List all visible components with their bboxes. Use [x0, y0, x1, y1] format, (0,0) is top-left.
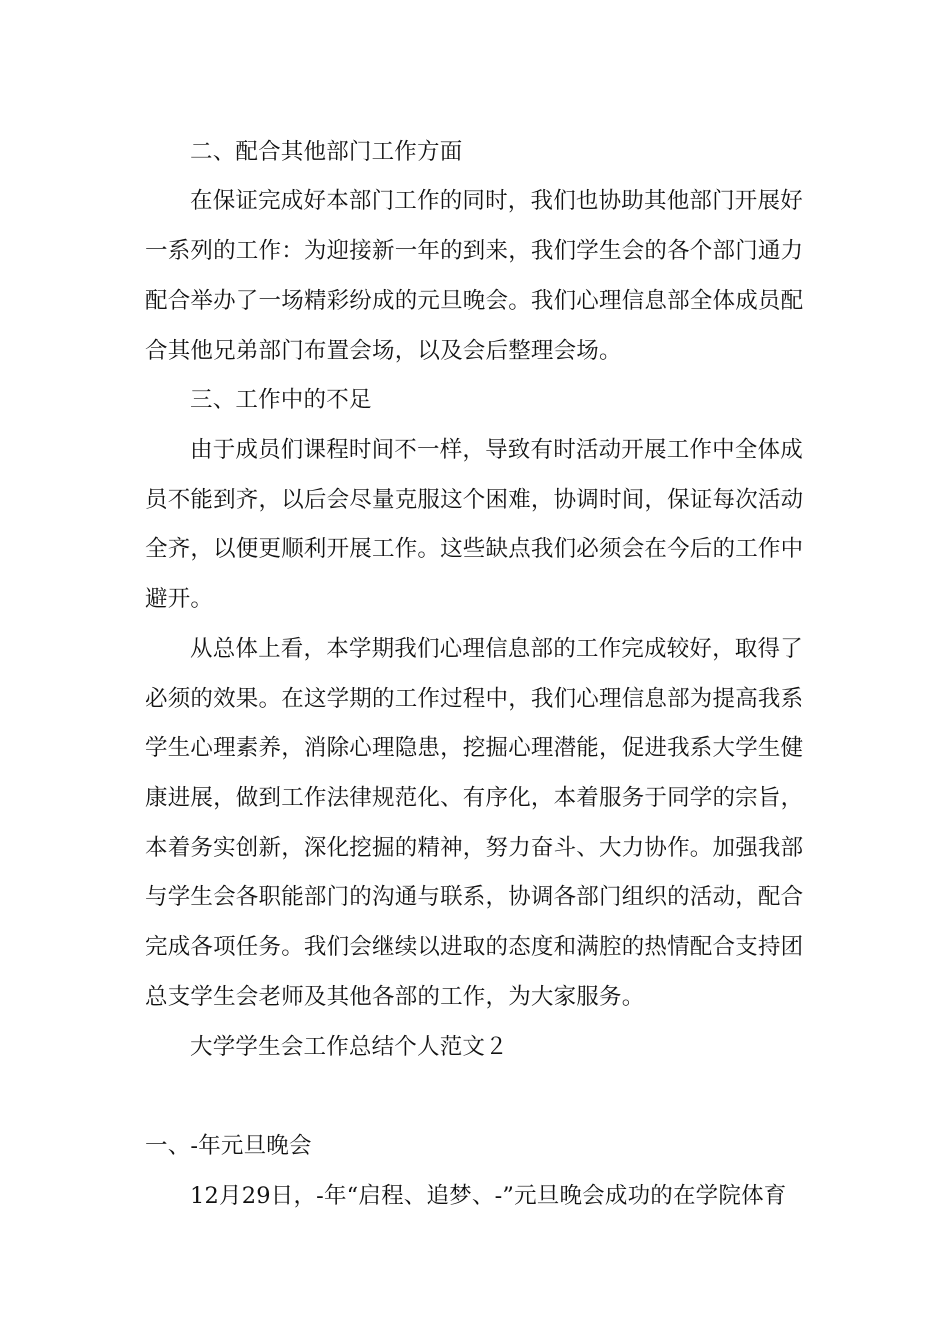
paragraph-line: 配合举办了一场精彩纷成的元旦晚会。我们心理信息部全体成员配 — [145, 288, 804, 314]
paragraph-line: 避开。 — [145, 586, 214, 612]
paragraph-line: 与学生会各职能部门的沟通与联系，协调各部门组织的活动，配合 — [145, 884, 804, 910]
section-heading-cooperation: 二、配合其他部门工作方面 — [190, 139, 463, 165]
paragraph-line: 在保证完成好本部门工作的同时，我们也协助其他部门开展好 — [190, 188, 803, 214]
paragraph-line: 从总体上看，本学期我们心理信息部的工作完成较好，取得了 — [190, 636, 803, 662]
document-title: 大学学生会工作总结个人范文２ — [190, 1034, 508, 1060]
paragraph-line: 必须的效果。在这学期的工作过程中，我们心理信息部为提高我系 — [145, 686, 804, 712]
paragraph-line: 完成各项任务。我们会继续以进取的态度和满腔的热情配合支持团 — [145, 934, 804, 960]
paragraph-line: 总支学生会老师及其他各部的工作，为大家服务。 — [145, 984, 645, 1010]
paragraph-line: 学生心理素养，消除心理隐患，挖掘心理潜能，促进我系大学生健 — [145, 735, 804, 761]
paragraph-line: 康进展，做到工作法律规范化、有序化，本着服务于同学的宗旨， — [145, 785, 804, 811]
paragraph-line: 员不能到齐，以后会尽量克服这个困难，协调时间，保证每次活动 — [145, 487, 804, 513]
paragraph-line: 全齐，以便更顺利开展工作。这些缺点我们必须会在今后的工作中 — [145, 536, 804, 562]
paragraph-line: 12月29日，-年“启程、追梦、-”元旦晚会成功的在学院体育 — [190, 1183, 787, 1209]
section-heading-shortcomings: 三、工作中的不足 — [190, 387, 372, 413]
paragraph-line: 本着务实创新，深化挖掘的精神，努力奋斗、大力协作。加强我部 — [145, 835, 804, 861]
section-heading-new-year-gala: 一、-年元旦晚会 — [145, 1133, 312, 1159]
paragraph-line: 由于成员们课程时间不一样，导致有时活动开展工作中全体成 — [190, 437, 803, 463]
paragraph-line: 一系列的工作：为迎接新一年的到来，我们学生会的各个部门通力 — [145, 238, 804, 264]
paragraph-line: 合其他兄弟部门布置会场，以及会后整理会场。 — [145, 338, 622, 364]
